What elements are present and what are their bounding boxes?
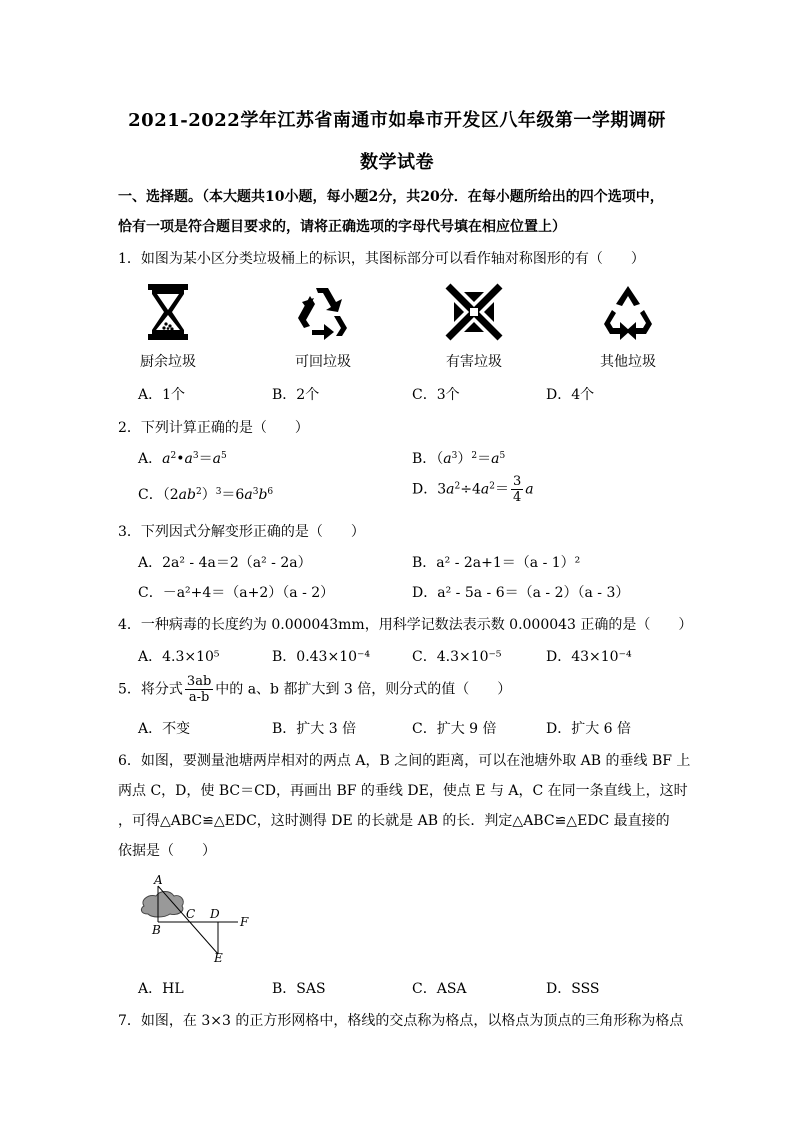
q5-option-c: C．扩大 9 倍 bbox=[412, 721, 497, 737]
question-4-text: 4．一种病毒的长度约为 0.000043mm，用科学记数法表示数 0.000043 正确的是（ ） bbox=[118, 617, 693, 633]
q3-option-b: B．a² - 2a+1＝（a - 1）² bbox=[412, 555, 581, 571]
hourglass-food-waste-icon bbox=[136, 282, 200, 342]
q3-option-d: D．a² - 5a - 6＝（a - 2）（a - 3） bbox=[412, 585, 630, 601]
question-6-line1: 6．如图，要测量池塘两岸相对的两点 A，B 之间的距离，可以在池塘外取 AB 的垂线 BF 上 bbox=[118, 753, 691, 769]
section1-instructions-line2: 恰有一项是符合题目要求的，请将正确选项的字母代号填在相应位置上） bbox=[118, 219, 566, 235]
q3-option-c: C．－a²+4＝（a+2）（a - 2） bbox=[138, 585, 335, 601]
q4-option-d: D．43×10⁻⁴ bbox=[546, 649, 632, 665]
other-waste-arrows-icon bbox=[596, 282, 660, 342]
figure-label-d: D bbox=[210, 907, 220, 921]
q6-option-a: A．HL bbox=[138, 981, 184, 997]
section1-instructions-line1: 一、选择题。（本大题共10小题，每小题2分，共20分．在每小题所给出的四个选项中， bbox=[118, 189, 664, 205]
question-6-line3: ，可得△ABC≌△EDC，这时测得 DE 的长就是 AB 的长．判定△ABC≌△EDC 最直接的 bbox=[118, 813, 670, 829]
q2-option-a: A．$a^2•a^3=a^5$ bbox=[138, 451, 227, 467]
q6-option-c: C．ASA bbox=[412, 981, 467, 997]
q6-option-b: B．SAS bbox=[272, 981, 326, 997]
recycle-arrows-icon bbox=[290, 282, 354, 342]
q5-fraction: $\frac{3ab}{a-b}$ bbox=[186, 674, 212, 705]
pond-geometry-figure bbox=[136, 872, 256, 964]
q1-option-b: B．2个 bbox=[272, 387, 320, 403]
exam-title-line1: 2021-2022学年江苏省南通市如皋市开发区八年级第一学期调研 bbox=[128, 110, 666, 131]
q3-option-a: A．2a² - 4a＝2（a² - 2a） bbox=[138, 555, 312, 571]
q1-option-d: D．4个 bbox=[546, 387, 595, 403]
question-5-text: 5．将分式 $\frac{3ab}{a-b}$ 中的 a、b 都扩大到 3 倍，则分式的值（ ） bbox=[118, 674, 512, 705]
q5-option-b: B．扩大 3 倍 bbox=[272, 721, 357, 737]
q2-option-b: B．$(a^3)^2=a^5$ bbox=[412, 451, 506, 467]
icon-label-other-waste: 其他垃圾 bbox=[600, 354, 656, 370]
question-3-text: 3．下列因式分解变形正确的是（ ） bbox=[118, 524, 365, 540]
q2-option-d: D．$3a^2\div 4a^2=$ $\frac{3}{4}$ a bbox=[412, 474, 534, 505]
icon-label-food-waste: 厨余垃圾 bbox=[140, 354, 196, 370]
figure-label-c: C bbox=[186, 907, 196, 921]
q1-option-a: A．1个 bbox=[138, 387, 186, 403]
icon-label-recyclable: 可回垃圾 bbox=[295, 354, 351, 370]
question-7-text: 7．如图，在 3×3 的正方形网格中，格线的交点称为格点，以格点为顶点的三角形称为格点 bbox=[118, 1013, 684, 1029]
icon-label-hazardous: 有害垃圾 bbox=[446, 354, 502, 370]
q4-option-a: A．4.3×10⁵ bbox=[138, 649, 220, 665]
question-2-text: 2．下列计算正确的是（ ） bbox=[118, 420, 309, 436]
figure-label-f: F bbox=[240, 915, 249, 929]
question-1-text: 1．如图为某小区分类垃圾桶上的标识，其图标部分可以看作轴对称图形的有（ ） bbox=[118, 251, 645, 267]
q1-option-c: C．3个 bbox=[412, 387, 460, 403]
figure-label-e: E bbox=[214, 951, 223, 964]
hazardous-arrows-icon bbox=[442, 282, 506, 342]
q4-option-c: C．4.3×10⁻⁵ bbox=[412, 649, 502, 665]
question-6-line2: 两点 C，D，使 BC＝CD，再画出 BF 的垂线 DE，使点 E 与 A，C 在同一条直线上，这时 bbox=[118, 783, 688, 799]
q2-option-c: C．$(2ab^2)^3=6a^3b^6$ bbox=[138, 487, 274, 503]
q5-option-a: A．不变 bbox=[138, 721, 191, 737]
figure-label-a: A bbox=[154, 873, 163, 887]
question-6-line4: 依据是（ ） bbox=[118, 843, 216, 859]
q5-option-d: D．扩大 6 倍 bbox=[546, 721, 632, 737]
q6-option-d: D．SSS bbox=[546, 981, 600, 997]
figure-label-b: B bbox=[152, 923, 161, 937]
q2-option-d-fraction: $\frac{3}{4}$ bbox=[512, 474, 522, 505]
q4-option-b: B．0.43×10⁻⁴ bbox=[272, 649, 371, 665]
exam-title-line2: 数学试卷 bbox=[360, 152, 434, 173]
